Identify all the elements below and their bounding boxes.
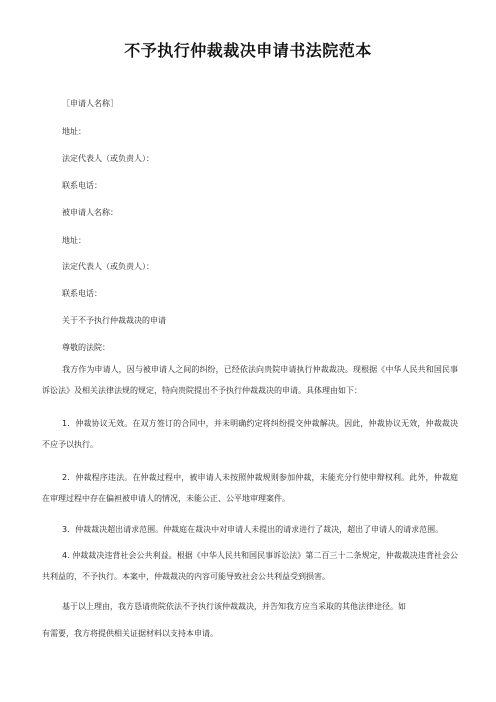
intro-paragraph <box>42 359 458 401</box>
applicant-address: 地址： <box>62 127 86 136</box>
respondent-phone: 联系电话： <box>62 289 102 298</box>
salutation: 尊敬的法院： <box>62 343 110 352</box>
respondent-name: 被申请人名称： <box>62 208 118 217</box>
reason-1-paragraph <box>42 413 458 455</box>
reason-1-text: 1．仲裁协议无效。在双方签订的合同中，并未明确约定将纠纷提交仲裁解决。因此，仲裁协议无效，仲裁裁决不应予以执行。 <box>42 419 458 449</box>
application-subject: 关于不予执行仲裁裁决的申请 <box>62 316 166 325</box>
respondent-representative: 法定代表人（或负责人）： <box>62 262 154 271</box>
reason-4-text: 4. 仲裁裁决违背社会公共利益。根据《中华人民共和国民事诉讼法》第二百三十二条规定，仲裁裁决违背社会公共利益的，不予执行。本案中，仲裁裁决的内容可能导致社会公共利益受到损害。 <box>42 551 458 581</box>
reason-3-paragraph <box>42 519 458 540</box>
conclusion-line-1: 基于以上理由，我方恳请贵院依法不予执行该仲裁裁决，并告知我方应当采取的其他法律途径。如 <box>62 602 406 611</box>
applicant-representative: 法定代表人（或负责人）： <box>62 154 154 163</box>
document-title: 不予执行仲裁裁决申请书法院范本 <box>124 41 372 60</box>
applicant-name: ［申请人名称］ <box>62 99 118 108</box>
applicant-phone: 联系电话： <box>62 181 102 190</box>
reason-2-paragraph <box>42 467 458 509</box>
conclusion-line-2: 有需要，我方将提供相关证据材料以支持本申请。 <box>42 629 218 638</box>
intro-text: 我方作为申请人，因与被申请人之间的纠纷，已经依法向贵院申请执行仲裁裁决。现根据《中华人民共和国民事诉讼法》及相关法律法规的规定，特向贵院提出不予执行仲裁裁决的申请。具体理由如下： <box>42 365 458 395</box>
reason-2-text: 2．仲裁程序违法。在仲裁过程中，被申请人未按照仲裁规则参加仲裁，未能充分行使申辩权利。此外，仲裁庭在审理过程中存在偏袒被申请人的情况，未能公正、公平地审理案件。 <box>42 473 458 503</box>
reason-4-paragraph <box>42 545 458 587</box>
reason-3-text: 3．仲裁裁决超出请求范围。仲裁庭在裁决中对申请人未提出的请求进行了裁决，超出了申请人的请求范围。 <box>62 525 444 534</box>
respondent-address: 地址： <box>62 236 86 245</box>
